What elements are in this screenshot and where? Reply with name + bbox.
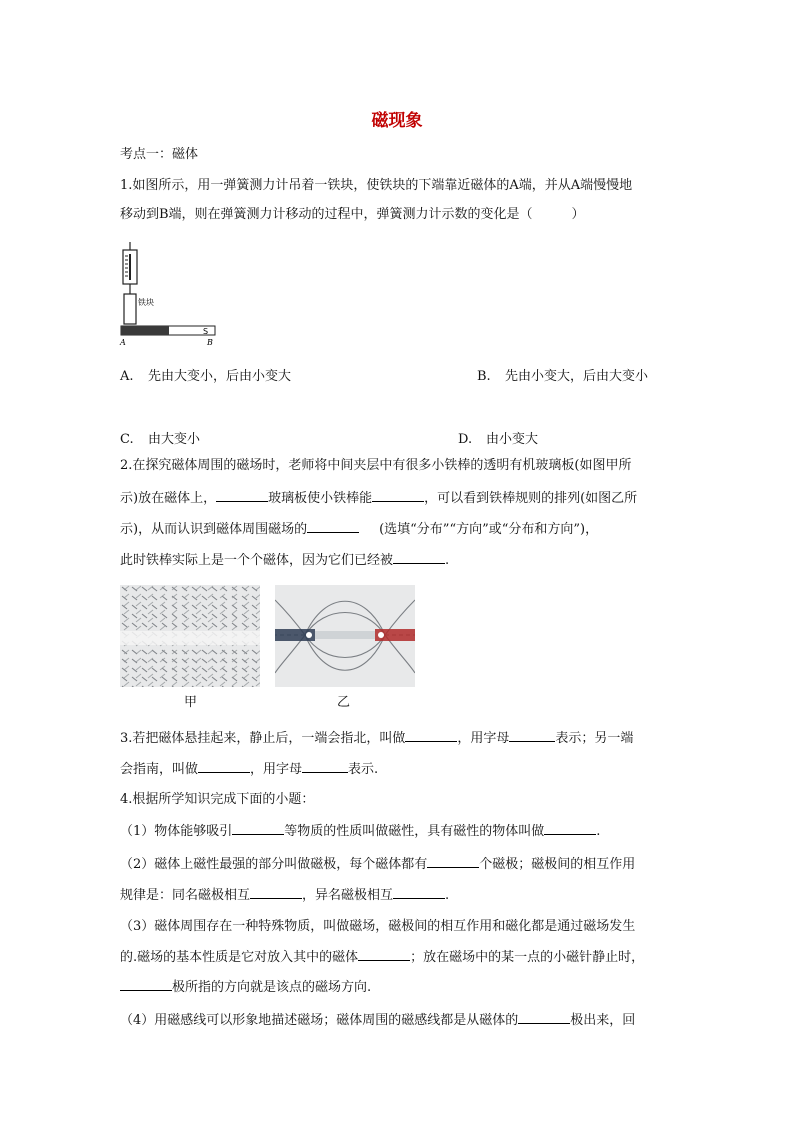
q4-part3-line1: （3）磁体周围存在一种特殊物质，叫做磁场，磁极间的相互作用和磁化都是通过磁场发生	[120, 919, 636, 934]
answer-blank[interactable]	[232, 822, 284, 835]
end-a-label: A	[120, 338, 126, 347]
q1-option-c[interactable]: C. 由大变小	[120, 432, 201, 447]
spring-scale-figure	[115, 240, 225, 348]
caption-jia: 甲	[184, 695, 198, 710]
answer-blank[interactable]	[302, 760, 348, 773]
end-b-label: B	[207, 338, 213, 347]
q2-line2: 示)放在磁体上， 玻璃板使小铁棒能 ，可以看到铁棒规则的排列(如图乙所	[120, 491, 638, 506]
q4-part1: （1）物体能够吸引 等物质的性质叫做磁性，具有磁性的物体叫做 .	[120, 824, 601, 839]
q4-part2-line1: （2）磁体上磁性最强的部分叫做磁极，每个磁体都有 个磁极；磁极间的相互作用	[120, 857, 636, 872]
q2-line3: 示)，从而认识到磁体周围磁场的 (选填“分布”“方向”或“分布和方向”)，	[120, 522, 599, 537]
answer-blank[interactable]	[250, 886, 302, 899]
q4-part3-line3: 极所指的方向就是该点的磁场方向.	[120, 978, 371, 997]
magnet-s-label: S	[203, 327, 209, 336]
q4-part4-line1: （4）用磁感线可以形象地描述磁场；磁体周围的磁感线都是从磁体的 极出来，回	[120, 1013, 636, 1028]
answer-blank[interactable]	[509, 729, 555, 742]
q1-line1: 1.如图所示，用一弹簧测力计吊着一铁块，使铁块的下端靠近磁体的A端，并从A端慢慢地	[120, 178, 633, 193]
answer-blank[interactable]	[372, 489, 424, 502]
q2-line1: 2.在探究磁体周围的磁场时，老师将中间夹层中有很多小铁棒的透明有机玻璃板(如图甲所	[120, 458, 632, 473]
q3-line1: 3.若把磁体悬挂起来，静止后，一端会指北，叫做 ，用字母 表示；另一端	[120, 731, 634, 746]
photo-jia	[120, 585, 260, 687]
q4-part3-line2: 的.磁场的基本性质是它对放入其中的磁体 ；放在磁场中的某一点的小磁针静止时，	[120, 950, 645, 965]
answer-blank[interactable]	[198, 760, 250, 773]
answer-blank[interactable]	[427, 855, 479, 868]
q4-part2-line2: 规律是：同名磁极相互 ，异名磁极相互 .	[120, 888, 450, 903]
q4-intro: 4.根据所学知识完成下面的小题：	[120, 792, 315, 807]
iron-block-label: 铁块	[138, 298, 154, 307]
answer-blank[interactable]	[120, 978, 172, 991]
answer-blank[interactable]	[307, 520, 359, 533]
section-heading: 考点一：磁体	[120, 147, 199, 162]
q1-option-a[interactable]: A. 先由大变小，后由小变大	[120, 369, 292, 384]
answer-blank[interactable]	[544, 822, 596, 835]
answer-blank[interactable]	[358, 948, 410, 961]
answer-blank[interactable]	[216, 489, 268, 502]
photo-yi	[275, 585, 415, 687]
answer-blank[interactable]	[518, 1011, 570, 1024]
answer-blank[interactable]	[405, 729, 457, 742]
caption-yi: 乙	[337, 695, 351, 710]
q1-option-d[interactable]: D. 由小变大	[458, 432, 539, 447]
q1-line2: 移动到B端，则在弹簧测力计移动的过程中，弹簧测力计示数的变化是（ ）	[120, 207, 585, 222]
answer-blank[interactable]	[393, 886, 445, 899]
page-title: 磁现象	[371, 111, 423, 131]
q2-line4: 此时铁棒实际上是一个个磁体，因为它们已经被 .	[120, 553, 450, 568]
answer-blank[interactable]	[393, 551, 445, 564]
q1-option-b[interactable]: B. 先由小变大，后由大变小	[477, 369, 649, 384]
q3-line2: 会指南，叫做 ，用字母 表示.	[120, 762, 379, 777]
